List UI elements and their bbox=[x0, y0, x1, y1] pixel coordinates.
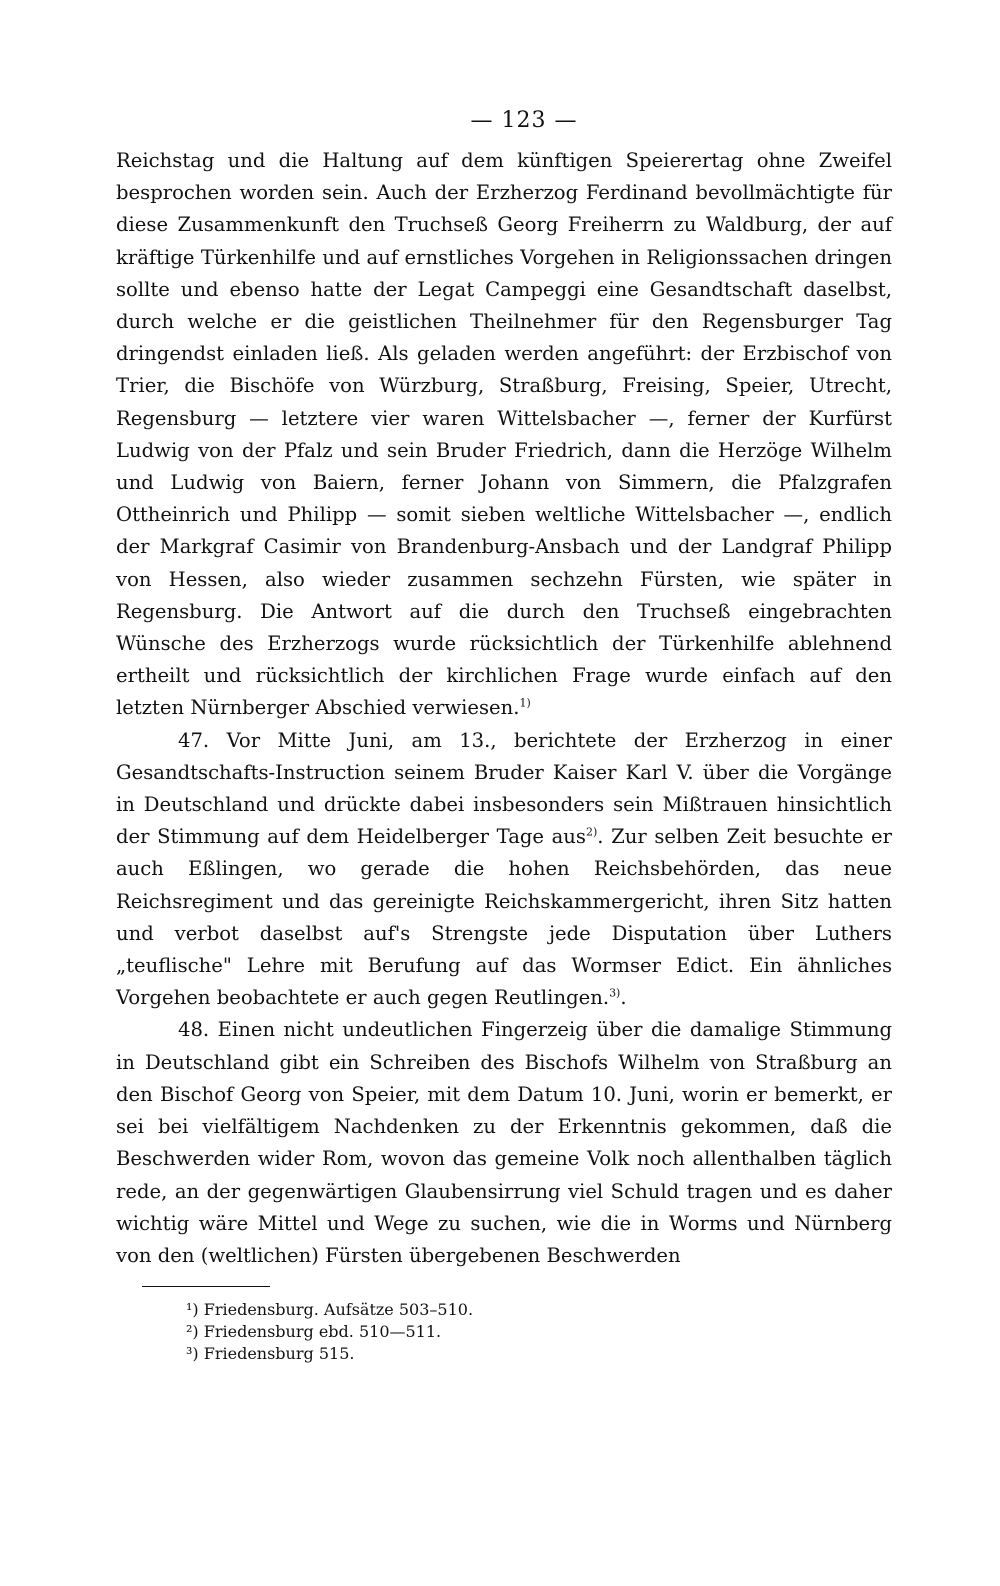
paragraph-48 bbox=[116, 1014, 892, 1272]
footnotes bbox=[186, 1299, 892, 1365]
footnote-ref: 3) bbox=[609, 986, 621, 1000]
paragraph-47 bbox=[116, 725, 892, 1015]
paragraph-text: 48. Einen nicht undeutlichen Fingerzeig über die damalige Stimmung in Deutschland gibt ein Schreiben des Bischofs Wilhelm von Straßburg an den Bischof Georg von Speier, mit dem Datum 10. Juni, worin er bemerkt, er sei bei vielfältigem Nachdenken zu der Erkenntnis gekommen, daß die Beschwerden wider Rom, wovon das gemeine Volk noch allenthalben täglich rede, an der gegenwärtigen Glaubensirrung viel Schuld tragen und es daher wichtig wäre Mittel und Wege zu suchen, wie die in Worms und Nürnberg von den (weltlichen) Fürsten übergebenen Beschwerden bbox=[116, 1018, 892, 1267]
paragraph-text: Reichstag und die Haltung auf dem künftigen Speierertag ohne Zweifel besprochen worden sein. Auch der Erzherzog Ferdinand bevollmächtigte für diese Zusammenkunft den Truchseß Georg Freiherrn zu Waldburg, der auf kräftige Türkenhilfe und auf ernstliches Vorgehen in Religionssachen dringen sollte und ebenso hatte der Legat Campeggi eine Gesandtschaft daselbst, durch welche er die geistlichen Theilnehmer für den Regensburger Tag dringendst einladen ließ. Als geladen werden angeführt: der Erzbischof von Trier, die Bischöfe von Würzburg, Straßburg, Freising, Speier, Utrecht, Regensburg — letztere vier waren Wittelsbacher —, ferner der Kurfürst Ludwig von der Pfalz und sein Bruder Friedrich, dann die Herzöge Wilhelm und Ludwig von Baiern, ferner Johann von Simmern, die Pfalzgrafen Ottheinrich und Philipp — somit sieben weltliche Wittelsbacher —, endlich der Markgraf Casimir von Brandenburg-Ansbach und der Landgraf Philipp von Hessen, also wieder zusammen sechzehn Fürsten, wie später in Regensburg. Die Antwort auf die durch den Truchseß eingebrachten Wünsche des Erzherzogs wurde rücksichtlich der Türkenhilfe ablehnend ertheilt und rücksichtlich der kirchlichen Frage wurde einfach auf den letzten Nürnberger Abschied verwiesen. bbox=[116, 149, 892, 720]
footnote-divider bbox=[142, 1286, 270, 1287]
footnote-3: ³) Friedensburg 515. bbox=[186, 1344, 355, 1364]
footnote-ref: 2) bbox=[585, 825, 598, 839]
book-page bbox=[116, 108, 892, 1365]
footnote-2: ²) Friedensburg ebd. 510—511. bbox=[186, 1322, 442, 1342]
paragraph-text-end: . bbox=[620, 986, 627, 1010]
paragraph-text-continued: . Zur selben Zeit besuchte er auch Eßlingen, wo gerade die hohen Reichsbehörden, das neue Reichsregiment und das gereinigte Reichskammergericht, ihren Sitz hatten und verbot daselbst auf's Strengste jede Disputation über Luthers „teuflische" Lehre mit Berufung auf das Wormser Edict. Ein ähnliches Vorgehen beobachtete er auch gegen Reutlingen. bbox=[116, 825, 892, 1010]
paragraph-continued bbox=[116, 145, 892, 725]
footnote-1: ¹) Friedensburg. Aufsätze 503–510. bbox=[186, 1300, 474, 1320]
paragraph-text: 47. Vor Mitte Juni, am 13., berichtete der Erzherzog in einer Gesandtschafts-Instruction seinem Bruder Kaiser Karl V. über die Vorgänge in Deutschland und drückte dabei insbesonders sein Mißtrauen hinsichtlich der Stimmung auf dem Heidelberger Tage aus bbox=[116, 728, 892, 849]
footnote-ref: 1) bbox=[519, 696, 531, 710]
page-number: — 123 — bbox=[470, 108, 578, 133]
